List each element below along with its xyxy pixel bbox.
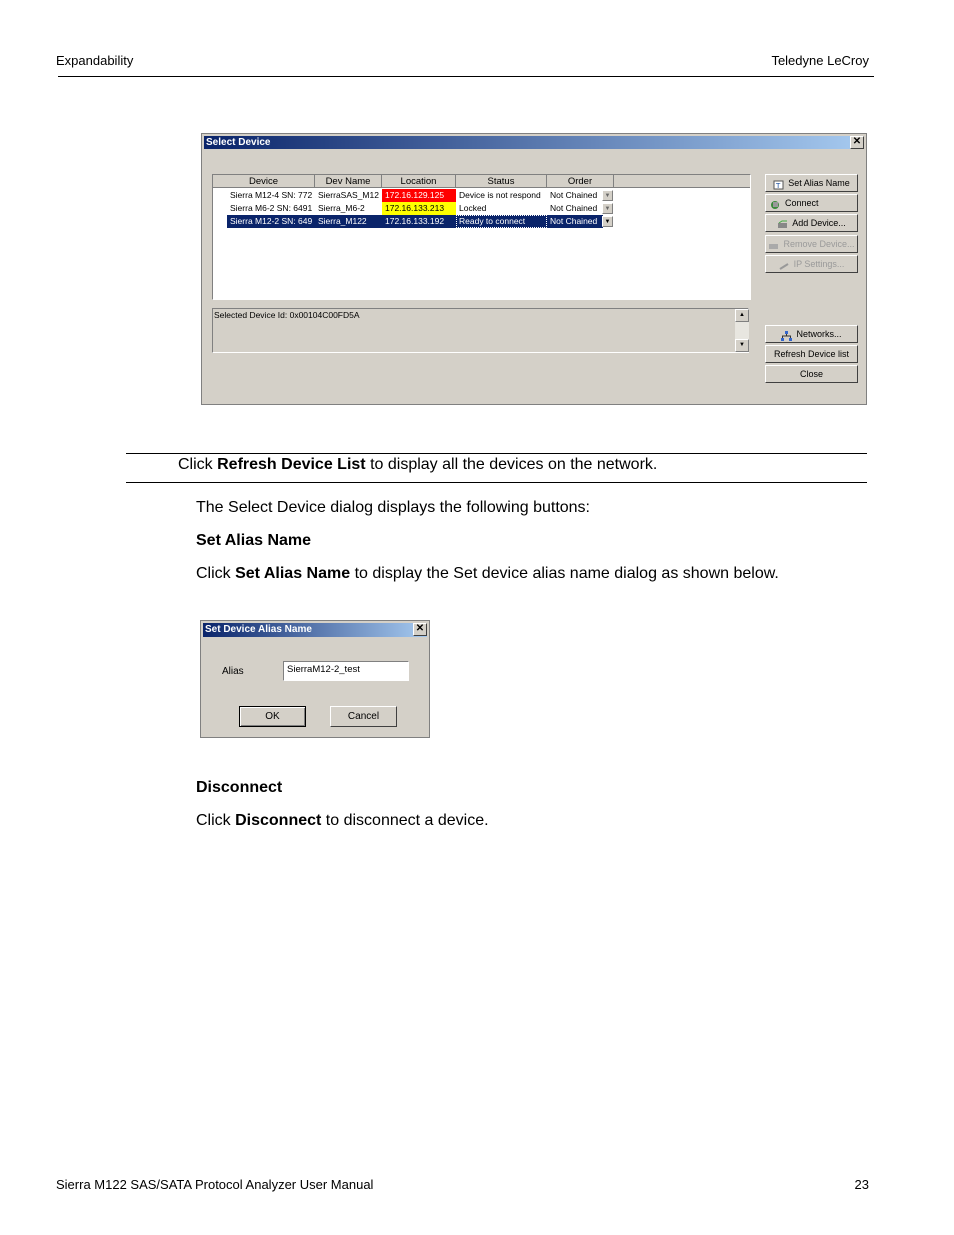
order-cell: Not Chained — [547, 215, 603, 228]
set-alias-post: to display the Set device alias name dialog as shown below. — [350, 565, 779, 582]
status-cell: Device is not respond — [459, 190, 541, 200]
note-rule-bottom — [126, 482, 867, 483]
refresh-device-list-button[interactable]: Refresh Device list — [765, 345, 858, 363]
close-icon[interactable]: ✕ — [413, 623, 427, 636]
note-post: to display all the devices on the network. — [365, 456, 658, 473]
add-device-icon — [777, 219, 788, 229]
location-cell: 172.16.133.213 — [382, 202, 456, 215]
note-rule-top — [126, 453, 867, 454]
disconnect-pre: Click — [196, 812, 236, 829]
svg-text:T: T — [776, 181, 781, 190]
column-header-filler — [614, 175, 750, 188]
set-alias-name-label: Set Alias Name — [788, 178, 850, 188]
disconnect-post: to disconnect a device. — [321, 812, 489, 829]
note-text — [178, 456, 657, 474]
set-alias-name-button[interactable] — [765, 174, 858, 192]
set-alias-heading: Set Alias Name — [196, 532, 312, 549]
cancel-button[interactable]: Cancel — [330, 706, 397, 727]
order-cell: Not Chained — [550, 190, 598, 200]
remove-device-label: Remove Device... — [783, 239, 855, 249]
column-header-status[interactable]: Status — [456, 175, 547, 188]
column-header-device[interactable]: Device — [213, 175, 315, 188]
set-alias-bold: Set Alias Name — [235, 565, 351, 582]
disconnect-bold: Disconnect — [235, 812, 322, 829]
note-bold: Refresh Device List — [217, 456, 366, 473]
intro-paragraph: The Select Device dialog displays the following buttons: — [196, 499, 590, 516]
header-section-title: Expandability — [56, 53, 134, 68]
set-alias-pre: Click — [196, 565, 236, 582]
connect-icon — [770, 199, 781, 209]
location-cell: 172.16.129.125 — [382, 189, 456, 202]
column-header-location[interactable]: Location — [382, 175, 456, 188]
status-cell: Locked — [459, 203, 487, 213]
device-cell: Sierra M12-2 SN: 649 — [227, 215, 315, 228]
ip-settings-label: IP Settings... — [793, 259, 845, 269]
network-icon — [781, 330, 792, 340]
order-cell: Not Chained — [550, 203, 598, 213]
select-device-dialog — [201, 133, 867, 405]
close-button[interactable]: Close — [765, 365, 858, 383]
networks-label: Networks... — [796, 329, 842, 339]
remove-device-button[interactable] — [765, 235, 858, 253]
alias-icon — [773, 179, 784, 189]
ip-settings-button[interactable] — [765, 255, 858, 273]
alias-label: Alias — [222, 666, 244, 677]
dev-name-cell: Sierra_M122 — [315, 215, 382, 228]
header-rule — [58, 76, 874, 77]
remove-device-icon — [768, 240, 779, 250]
disconnect-paragraph — [196, 812, 489, 830]
add-device-button[interactable] — [765, 214, 858, 232]
connect-label: Connect — [785, 198, 819, 208]
column-header-order[interactable]: Order — [547, 175, 614, 188]
selected-device-id: Selected Device Id: 0x00104C00FD5A — [214, 310, 360, 320]
header-company: Teledyne LeCroy — [771, 53, 869, 68]
footer-manual-title: Sierra M122 SAS/SATA Protocol Analyzer User Manual — [56, 1177, 374, 1192]
info-scrollbar[interactable] — [735, 309, 749, 352]
disconnect-heading: Disconnect — [196, 779, 283, 796]
device-cell: Sierra M12-4 SN: 772 — [230, 190, 313, 200]
alias-input[interactable]: SierraM12-2_test — [283, 661, 409, 681]
order-dropdown-icon[interactable]: ▼ — [602, 216, 613, 227]
ip-settings-icon — [779, 260, 790, 270]
location-cell: 172.16.133.192 — [382, 215, 456, 228]
page-number: 23 — [854, 1177, 869, 1192]
dialog-titlebar: Select Device — [204, 136, 864, 149]
connect-button[interactable] — [765, 194, 858, 212]
add-device-label: Add Device... — [792, 218, 846, 228]
status-cell: Ready to connect — [456, 215, 547, 228]
scroll-down-icon[interactable]: ▼ — [735, 339, 749, 352]
device-cell: Sierra M6-2 SN: 6491 — [230, 203, 313, 213]
order-dropdown-icon[interactable]: ▼ — [602, 190, 613, 201]
alias-dialog — [200, 620, 430, 738]
order-dropdown-icon[interactable]: ▼ — [602, 203, 613, 214]
column-header-dev-name[interactable]: Dev Name — [315, 175, 382, 188]
close-icon[interactable]: ✕ — [850, 136, 864, 149]
dev-name-cell: SierraSAS_M12 — [318, 190, 379, 200]
dev-name-cell: Sierra_M6-2 — [318, 203, 365, 213]
ok-button[interactable]: OK — [239, 706, 306, 727]
set-alias-paragraph — [196, 565, 779, 583]
networks-button[interactable] — [765, 325, 858, 343]
scroll-up-icon[interactable]: ▲ — [735, 309, 749, 322]
device-list — [212, 174, 751, 300]
note-pre: Click — [178, 456, 218, 473]
selected-device-info — [212, 308, 749, 353]
alias-dialog-titlebar: Set Device Alias Name — [203, 623, 427, 637]
